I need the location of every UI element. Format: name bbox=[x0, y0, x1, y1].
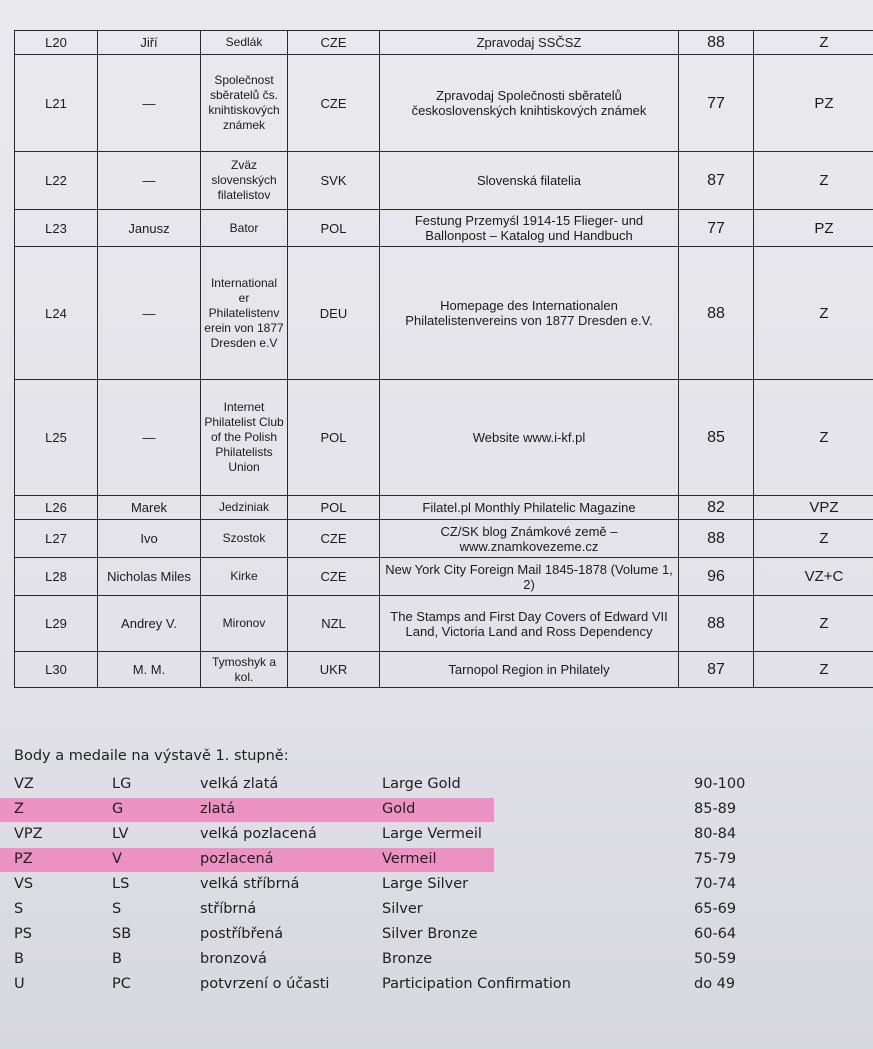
legend-row bbox=[14, 973, 873, 997]
legend-code-cz: VS bbox=[14, 876, 34, 892]
points: 77 bbox=[679, 210, 754, 247]
legend-range: 60-64 bbox=[694, 926, 737, 942]
legend-range: 85-89 bbox=[694, 801, 737, 817]
country: CZE bbox=[288, 55, 380, 152]
legend-range: 65-69 bbox=[694, 901, 737, 917]
entry-id: L20 bbox=[15, 31, 98, 55]
legend-name-cz: velká stříbrná bbox=[200, 876, 300, 892]
legend-code-intl: LV bbox=[112, 826, 129, 842]
exhibit-title: Tarnopol Region in Philately bbox=[380, 652, 679, 688]
points: 88 bbox=[679, 520, 754, 558]
legend-row bbox=[14, 873, 873, 897]
legend-code-cz: Z bbox=[14, 801, 24, 817]
results-table bbox=[14, 30, 873, 688]
last-name: Bator bbox=[201, 210, 288, 247]
last-name: Zväz slovenských filatelistov bbox=[201, 152, 288, 210]
legend-code-intl: LG bbox=[112, 776, 132, 792]
points: 87 bbox=[679, 152, 754, 210]
legend-name-cz: stříbrná bbox=[200, 901, 257, 917]
first-name: Andrey V. bbox=[98, 596, 201, 652]
first-name: Janusz bbox=[98, 210, 201, 247]
legend-row-highlighted bbox=[14, 848, 873, 872]
exhibit-title: Slovenská filatelia bbox=[380, 152, 679, 210]
legend-row bbox=[14, 898, 873, 922]
table-row bbox=[15, 55, 873, 152]
highlighter-mark bbox=[0, 798, 494, 822]
entry-id: L22 bbox=[15, 152, 98, 210]
award: Z bbox=[754, 247, 873, 380]
legend-code-cz: PZ bbox=[14, 851, 33, 867]
last-name: Tymoshyk a kol. bbox=[201, 652, 288, 688]
table-row bbox=[15, 520, 873, 558]
points: 96 bbox=[679, 558, 754, 596]
legend-name-en: Bronze bbox=[382, 951, 433, 967]
legend-name-cz: velká pozlacená bbox=[200, 826, 317, 842]
first-name: Nicholas Miles bbox=[98, 558, 201, 596]
last-name: Kirke bbox=[201, 558, 288, 596]
exhibit-title: Zpravodaj Společnosti sběratelů československých knihtiskových známek bbox=[380, 55, 679, 152]
country: DEU bbox=[288, 247, 380, 380]
legend-code-intl: LS bbox=[112, 876, 130, 892]
legend-row bbox=[14, 948, 873, 972]
legend-code-cz: B bbox=[14, 951, 24, 967]
legend-code-cz: VPZ bbox=[14, 826, 43, 842]
entry-id: L30 bbox=[15, 652, 98, 688]
entry-id: L25 bbox=[15, 380, 98, 496]
points: 88 bbox=[679, 596, 754, 652]
first-name: M. M. bbox=[98, 652, 201, 688]
award: Z bbox=[754, 380, 873, 496]
first-name: — bbox=[98, 152, 201, 210]
country: SVK bbox=[288, 152, 380, 210]
exhibit-title: Festung Przemyśl 1914-15 Flieger- und Ballonpost – Katalog und Handbuch bbox=[380, 210, 679, 247]
legend-name-en: Large Vermeil bbox=[382, 826, 482, 842]
legend-name-cz: velká zlatá bbox=[200, 776, 279, 792]
legend-range: 80-84 bbox=[694, 826, 737, 842]
exhibit-title: CZ/SK blog Známkové země – www.znamkovezeme.cz bbox=[380, 520, 679, 558]
legend-name-cz: zlatá bbox=[200, 801, 236, 817]
table-row bbox=[15, 496, 873, 520]
legend-code-cz: S bbox=[14, 901, 24, 917]
table-row bbox=[15, 596, 873, 652]
table-row bbox=[15, 31, 873, 55]
last-name: International er Philatelistenv erein von 1877 Dresden e.V bbox=[201, 247, 288, 380]
legend-name-en: Silver bbox=[382, 901, 423, 917]
exhibit-title: Website www.i-kf.pl bbox=[380, 380, 679, 496]
award: Z bbox=[754, 596, 873, 652]
last-name: Mironov bbox=[201, 596, 288, 652]
legend-row bbox=[14, 823, 873, 847]
award: Z bbox=[754, 31, 873, 55]
award: Z bbox=[754, 520, 873, 558]
entry-id: L26 bbox=[15, 496, 98, 520]
points: 88 bbox=[679, 247, 754, 380]
legend-range: 50-59 bbox=[694, 951, 737, 967]
table-row bbox=[15, 558, 873, 596]
legend-range: 90-100 bbox=[694, 776, 746, 792]
exhibit-title: New York City Foreign Mail 1845-1878 (Volume 1, 2) bbox=[380, 558, 679, 596]
points: 77 bbox=[679, 55, 754, 152]
legend-code-intl: SB bbox=[112, 926, 132, 942]
legend-code-cz: VZ bbox=[14, 776, 34, 792]
table-row bbox=[15, 652, 873, 688]
last-name: Sedlák bbox=[201, 31, 288, 55]
first-name: Ivo bbox=[98, 520, 201, 558]
table-row bbox=[15, 152, 873, 210]
award: VZ+C bbox=[754, 558, 873, 596]
legend-code-intl: PC bbox=[112, 976, 131, 992]
first-name: — bbox=[98, 247, 201, 380]
country: NZL bbox=[288, 596, 380, 652]
table-row bbox=[15, 247, 873, 380]
points: 82 bbox=[679, 496, 754, 520]
country: CZE bbox=[288, 520, 380, 558]
award: Z bbox=[754, 152, 873, 210]
country: POL bbox=[288, 380, 380, 496]
legend-heading: Body a medaile na výstavě 1. stupně: bbox=[14, 748, 289, 764]
legend-name-en: Participation Confirmation bbox=[382, 976, 571, 992]
country: UKR bbox=[288, 652, 380, 688]
legend-code-cz: PS bbox=[14, 926, 32, 942]
exhibit-title: Homepage des Internationalen Philatelistenvereins von 1877 Dresden e.V. bbox=[380, 247, 679, 380]
last-name: Szostok bbox=[201, 520, 288, 558]
legend-name-cz: postříbřená bbox=[200, 926, 284, 942]
award: PZ bbox=[754, 210, 873, 247]
legend-name-en: Large Gold bbox=[382, 776, 461, 792]
country: CZE bbox=[288, 558, 380, 596]
legend-range: do 49 bbox=[694, 976, 736, 992]
legend-name-cz: potvrzení o účasti bbox=[200, 976, 330, 992]
points: 87 bbox=[679, 652, 754, 688]
legend-row bbox=[14, 773, 873, 797]
first-name: — bbox=[98, 380, 201, 496]
country: POL bbox=[288, 210, 380, 247]
entry-id: L28 bbox=[15, 558, 98, 596]
legend-code-cz: U bbox=[14, 976, 25, 992]
first-name: — bbox=[98, 55, 201, 152]
last-name: Internet Philatelist Club of the Polish Philatelists Union bbox=[201, 380, 288, 496]
exhibit-title: The Stamps and First Day Covers of Edward VII Land, Victoria Land and Ross Dependency bbox=[380, 596, 679, 652]
last-name: Společnost sběratelů čs. knihtiskových známek bbox=[201, 55, 288, 152]
legend-code-intl: B bbox=[112, 951, 122, 967]
first-name: Jiří bbox=[98, 31, 201, 55]
country: CZE bbox=[288, 31, 380, 55]
first-name: Marek bbox=[98, 496, 201, 520]
exhibit-title: Filatel.pl Monthly Philatelic Magazine bbox=[380, 496, 679, 520]
entry-id: L29 bbox=[15, 596, 98, 652]
legend-code-intl: V bbox=[112, 851, 122, 867]
points: 85 bbox=[679, 380, 754, 496]
legend-code-intl: G bbox=[112, 801, 124, 817]
entry-id: L24 bbox=[15, 247, 98, 380]
entry-id: L27 bbox=[15, 520, 98, 558]
last-name: Jedziniak bbox=[201, 496, 288, 520]
exhibit-title: Zpravodaj SSČSZ bbox=[380, 31, 679, 55]
legend-range: 70-74 bbox=[694, 876, 737, 892]
legend-name-cz: bronzová bbox=[200, 951, 267, 967]
legend-name-en: Vermeil bbox=[382, 851, 437, 867]
table-row bbox=[15, 210, 873, 247]
award: PZ bbox=[754, 55, 873, 152]
entry-id: L23 bbox=[15, 210, 98, 247]
points: 88 bbox=[679, 31, 754, 55]
legend-range: 75-79 bbox=[694, 851, 737, 867]
legend-row bbox=[14, 923, 873, 947]
legend-name-cz: pozlacená bbox=[200, 851, 274, 867]
legend-name-en: Large Silver bbox=[382, 876, 469, 892]
legend-row-highlighted bbox=[14, 798, 873, 822]
award: Z bbox=[754, 652, 873, 688]
entry-id: L21 bbox=[15, 55, 98, 152]
legend-code-intl: S bbox=[112, 901, 122, 917]
legend-name-en: Silver Bronze bbox=[382, 926, 478, 942]
legend-name-en: Gold bbox=[382, 801, 416, 817]
country: POL bbox=[288, 496, 380, 520]
award: VPZ bbox=[754, 496, 873, 520]
table-row bbox=[15, 380, 873, 496]
